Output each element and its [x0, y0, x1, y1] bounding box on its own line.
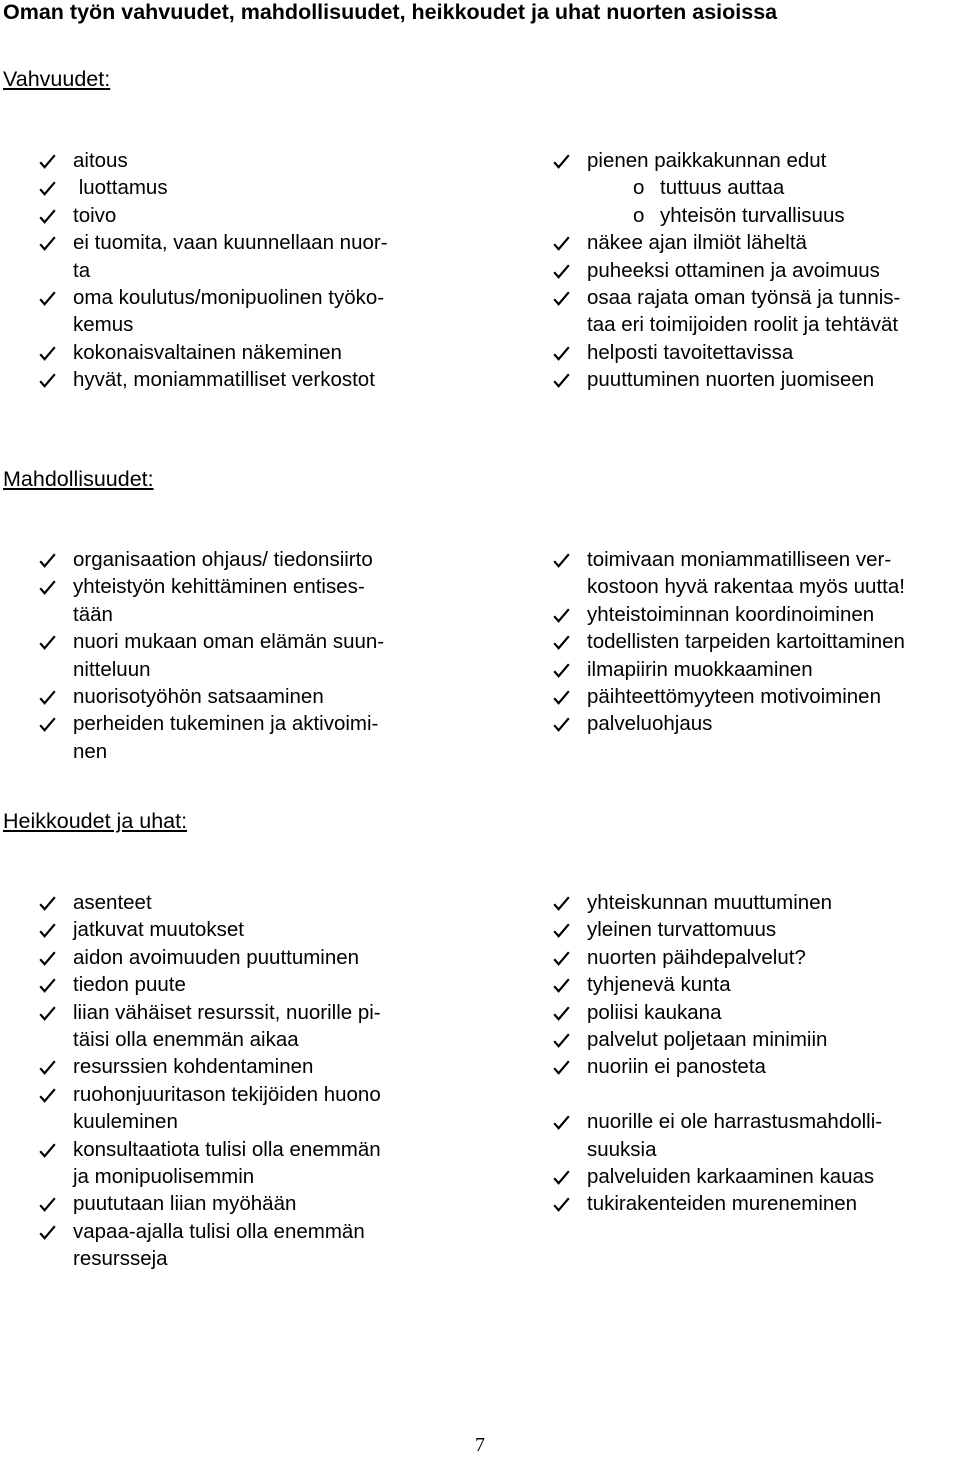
list-item-text: ta: [73, 258, 91, 282]
list-item-text: aidon avoimuuden puuttuminen: [73, 945, 360, 969]
checkmark-icon: [38, 339, 58, 366]
checkmark-icon: [552, 656, 572, 683]
checkmark-icon: [38, 628, 58, 655]
list-item-text: yleinen turvattomuus: [587, 918, 777, 942]
checkmark-icon: [38, 147, 58, 174]
list-item-text: liian vähäiset resurssit, nuorille pi-: [73, 1000, 381, 1024]
page-title: Oman työn vahvuudet, mahdollisuudet, heikkoudet ja uhat nuorten asioissa: [3, 0, 778, 24]
list-item-text: asenteet: [73, 891, 152, 914]
checkmark-icon: [552, 1190, 572, 1217]
list-item-text: toivo: [73, 203, 117, 227]
heading-threats: Heikkoudet ja uhat:: [3, 809, 188, 833]
checkmark-icon: [38, 202, 58, 229]
list-item-text: resurssien kohdentaminen: [73, 1055, 314, 1079]
checkmark-icon: [38, 944, 58, 971]
list-item-text: organisaation ohjaus/ tiedonsiirto: [73, 548, 373, 571]
checkmark-icon: [38, 1053, 58, 1080]
list-item-text: puututaan liian myöhään: [73, 1192, 297, 1216]
list-item-text: nuorisotyöhön satsaaminen: [73, 685, 324, 708]
checkmark-icon: [38, 889, 58, 916]
list-item-text: ruohonjuuritason tekijöiden huono: [73, 1082, 381, 1106]
checkmark-icon: [552, 601, 572, 628]
checkmark-icon: [38, 1190, 58, 1217]
list-item-text: todellisten tarpeiden kartoittaminen: [587, 630, 905, 654]
list-item-text: kokonaisvaltainen näkeminen: [73, 340, 342, 364]
list-item-text: nuoriin ei panosteta: [587, 1055, 766, 1079]
list-item-text: konsultaatiota tulisi olla enemmän: [73, 1137, 381, 1161]
checkmark-icon: [38, 683, 58, 710]
list-item-text: yhteiskunnan muuttuminen: [587, 891, 833, 914]
list-item-text: resursseja: [73, 1247, 168, 1271]
checkmark-icon: [38, 366, 58, 393]
list-item-text: tiedon puute: [73, 973, 186, 997]
list-item-text: palveluohjaus: [587, 712, 713, 736]
list-item-text: helposti tavoitettavissa: [587, 340, 794, 364]
checkmark-icon: [552, 1026, 572, 1053]
list-item-text: täisi olla enemmän aikaa: [73, 1028, 299, 1051]
list-item-text: ilmapiirin muokkaaminen: [587, 657, 813, 681]
checkmark-icon: [552, 546, 572, 573]
list-item-text: vapaa-ajalla tulisi olla enemmän: [73, 1219, 365, 1243]
list-subitem-text: tuttuus auttaa: [660, 176, 785, 200]
list-item-text: osaa rajata oman työnsä ja tunnis-: [587, 286, 901, 309]
heading-opportunities: Mahdollisuudet:: [3, 467, 154, 491]
checkmark-icon: [552, 1108, 572, 1135]
sub-bullet-marker: o: [633, 176, 645, 200]
list-item-text: palveluiden karkaaminen kauas: [587, 1165, 875, 1188]
list-item-text: tukirakenteiden mureneminen: [587, 1192, 858, 1216]
list-item-text: yhteistoiminnan koordinoiminen: [587, 602, 875, 626]
list-item-text: perheiden tukeminen ja aktivoimi-: [73, 712, 379, 736]
checkmark-icon: [552, 1163, 572, 1190]
checkmark-icon: [552, 916, 572, 943]
checkmark-icon: [552, 1053, 572, 1080]
list-item-text: nuori mukaan oman elämän suun-: [73, 630, 385, 654]
list-item-text: nitteluun: [73, 657, 151, 681]
checkmark-icon: [552, 889, 572, 916]
list-item-text: jatkuvat muutokset: [73, 918, 244, 942]
list-item-text: puuttuminen nuorten juomiseen: [587, 368, 875, 392]
list-item-text: tään: [73, 602, 113, 626]
list-item-text: ei tuomita, vaan kuunnellaan nuor-: [73, 231, 388, 255]
checkmark-icon: [552, 284, 572, 311]
list-item-text: suuksia: [587, 1137, 657, 1161]
checkmark-icon: [552, 339, 572, 366]
list-item-text: ja monipuolisemmin: [73, 1165, 255, 1188]
list-item-text: kostoon hyvä rakentaa myös uutta!: [587, 575, 905, 599]
page-number: 7: [475, 1434, 485, 1456]
heading-strengths: Vahvuudet:: [3, 67, 111, 91]
list-item-text: kuuleminen: [73, 1110, 178, 1134]
checkmark-icon: [552, 683, 572, 710]
checkmark-icon: [552, 366, 572, 393]
list-item-text: puheeksi ottaminen ja avoimuus: [587, 258, 880, 282]
list-item-text: oma koulutus/monipuolinen työko-: [73, 286, 385, 309]
list-item-text: hyvät, moniammatilliset verkostot: [73, 368, 375, 392]
checkmark-icon: [38, 916, 58, 943]
checkmark-icon: [38, 174, 58, 201]
list-item-text: tyhjenevä kunta: [587, 973, 731, 997]
checkmark-icon: [38, 971, 58, 998]
list-item-text: yhteistyön kehittäminen entises-: [73, 575, 365, 599]
checkmark-icon: [552, 229, 572, 256]
checkmark-icon: [552, 628, 572, 655]
checkmark-icon: [552, 944, 572, 971]
list-item-text: pienen paikkakunnan edut: [587, 149, 827, 172]
sub-bullet-marker: o: [633, 203, 645, 227]
list-item-text: nen: [73, 739, 108, 763]
checkmark-icon: [38, 546, 58, 573]
checkmark-icon: [38, 229, 58, 256]
checkmark-icon: [38, 999, 58, 1026]
list-item-text: toimivaan moniammatilliseen ver-: [587, 548, 892, 571]
list-item-text: nuorille ei ole harrastusmahdolli-: [587, 1110, 883, 1134]
checkmark-icon: [38, 1136, 58, 1163]
checkmark-icon: [38, 710, 58, 737]
checkmark-icon: [552, 147, 572, 174]
checkmark-icon: [38, 1081, 58, 1108]
list-item-text: luottamus: [73, 176, 168, 200]
checkmark-icon: [552, 257, 572, 284]
list-subitem-text: yhteisön turvallisuus: [660, 203, 845, 227]
checkmark-icon: [552, 999, 572, 1026]
list-item-text: näkee ajan ilmiöt läheltä: [587, 231, 807, 255]
checkmark-icon: [38, 1218, 58, 1245]
list-item-text: kemus: [73, 313, 134, 337]
list-item-text: poliisi kaukana: [587, 1000, 722, 1024]
checkmark-icon: [552, 971, 572, 998]
checkmark-icon: [38, 284, 58, 311]
list-item-text: nuorten päihdepalvelut?: [587, 945, 806, 969]
checkmark-icon: [38, 573, 58, 600]
list-item-text: taa eri toimijoiden roolit ja tehtävät: [587, 313, 899, 337]
list-item-text: aitous: [73, 149, 128, 172]
list-item-text: päihteettömyyteen motivoiminen: [587, 685, 881, 708]
checkmark-icon: [552, 710, 572, 737]
list-item-text: palvelut poljetaan minimiin: [587, 1028, 828, 1051]
